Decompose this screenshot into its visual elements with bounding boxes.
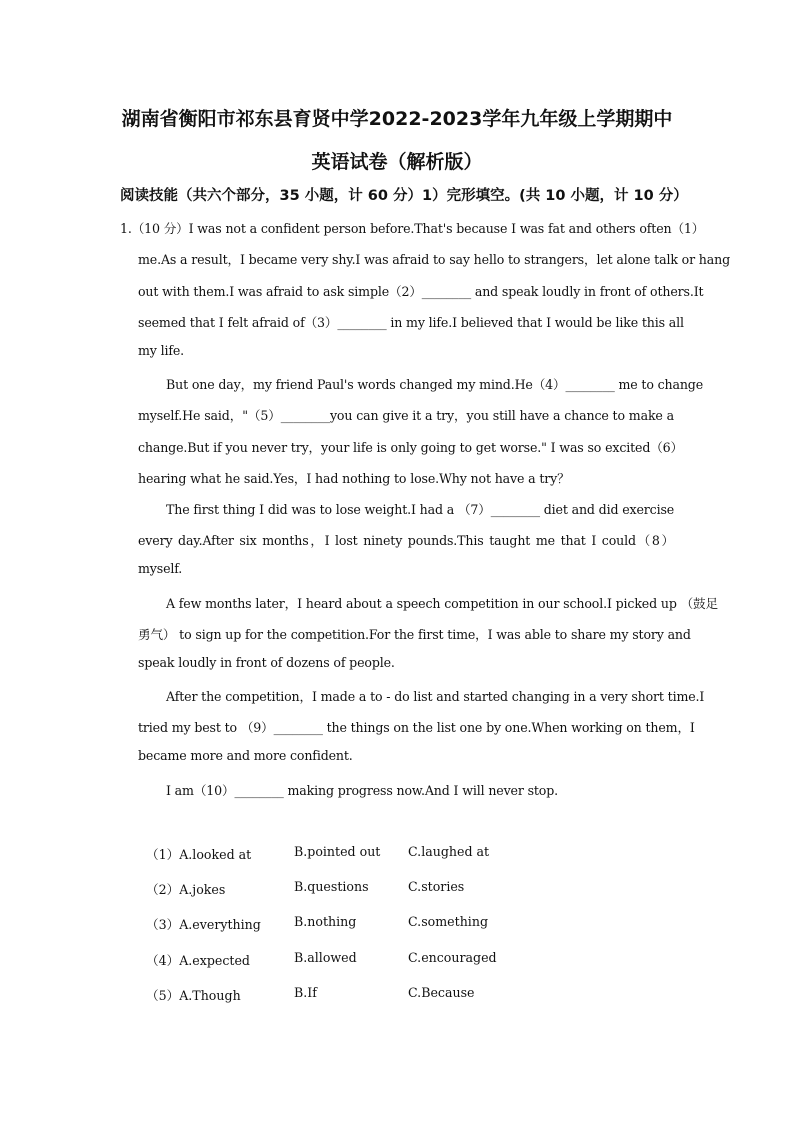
passage-line: myself.	[138, 561, 183, 576]
option-c: C.something	[408, 914, 489, 929]
passage-line: The first thing I did was to lose weight.I had a （7）________ diet and did exercise	[166, 502, 675, 517]
passage-line: every day.After six months，I lost ninety pounds.This taught me that I could（8）	[138, 533, 674, 548]
option-b: B.questions	[294, 879, 369, 894]
option-b: B.pointed out	[294, 844, 381, 859]
passage-line: me.As a result，I became very shy.I was afraid to say hello to strangers，let alone talk or hang	[138, 252, 730, 267]
passage-line: my life.	[138, 343, 185, 358]
passage-line: myself.He said，"（5）________you can give it a try，you still have a chance to make a	[138, 408, 674, 423]
passage-line: I am（10）________ making progress now.And I will never stop.	[166, 783, 559, 798]
passage-line: change.But if you never try，your life is only going to get worse." I was so excited（6）	[138, 440, 683, 455]
page-subtitle: 英语试卷（解析版）	[311, 151, 483, 173]
option-b: B.nothing	[294, 914, 357, 929]
option-c: C.encouraged	[408, 950, 497, 965]
passage-line: tried my best to （9）________ the things on the list one by one.When working on them，I	[138, 720, 695, 735]
section-heading: 阅读技能（共六个部分，35 小题，计 60 分）1）完形填空。(共 10 小题，计 10 分）	[120, 188, 688, 204]
option-c: C.Because	[408, 985, 475, 1000]
passage-line: speak loudly in front of dozens of people.	[138, 655, 395, 670]
passage-line: seemed that I felt afraid of（3）________ in my life.I believed that I would be like this all	[138, 315, 684, 330]
passage-line: 勇气） to sign up for the competition.For the first time，I was able to share my story and	[138, 627, 691, 642]
passage-line: hearing what he said.Yes，I had nothing to lose.Why not have a try？	[138, 471, 570, 486]
option-a: （5）A.Though	[146, 988, 241, 1003]
option-c: C.laughed at	[408, 844, 490, 859]
passage-line: out with them.I was afraid to ask simple（2）________ and speak loudly in front of others.It	[138, 284, 704, 299]
passage-line: But one day，my friend Paul's words changed my mind.He（4）________ me to change	[166, 377, 704, 392]
option-a: （1）A.looked at	[146, 847, 252, 862]
option-a: （3）A.everything	[146, 917, 261, 932]
option-a: （4）A.expected	[146, 953, 250, 968]
passage-line: A few months later，I heard about a speech competition in our school.I picked up （鼓足	[166, 596, 718, 611]
option-a: （2）A.jokes	[146, 882, 226, 897]
option-b: B.allowed	[294, 950, 357, 965]
option-b: B.If	[294, 985, 317, 1000]
passage-line: became more and more confident.	[138, 748, 353, 763]
option-c: C.stories	[408, 879, 465, 894]
passage-line: After the competition，I made a to - do list and started changing in a very short time.I	[166, 689, 705, 704]
passage-line: 1.（10 分）I was not a confident person before.That's because I was fat and others often（1）	[120, 221, 705, 236]
page-title: 湖南省衡阳市祁东县育贤中学2022-2023学年九年级上学期期中	[121, 108, 673, 130]
